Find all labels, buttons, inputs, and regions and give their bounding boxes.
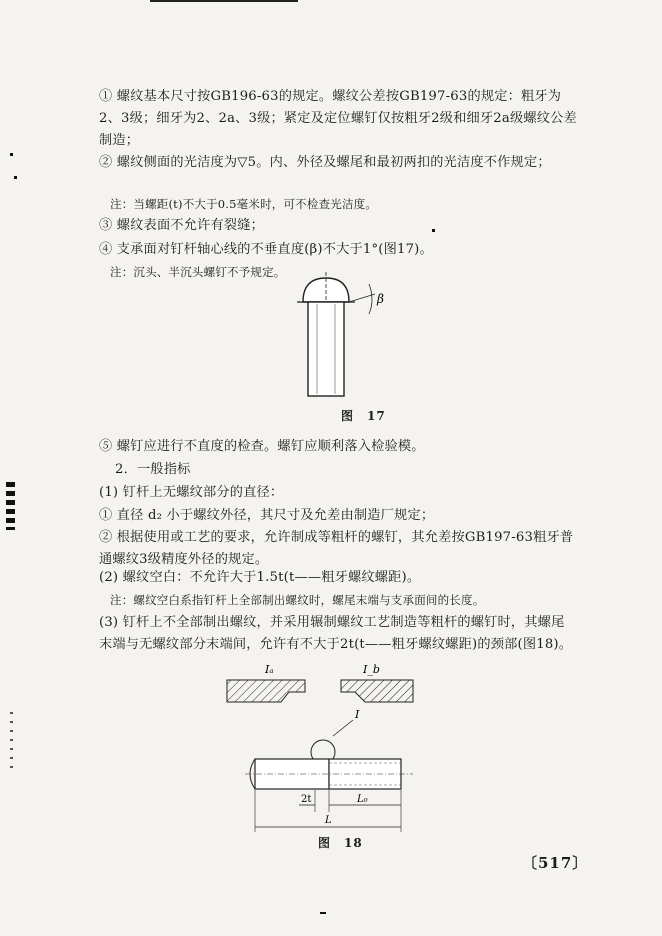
paragraph-equal-shank: ② 根据使用或工艺的要求，允许制成等粗杆的螺钉，其允差按GB197-63粗牙普通螺纹3级精度外径的规定。 [99, 530, 574, 567]
note-pitch: 注：当螺距(t)不大于0.5毫米时，可不检查光洁度。 [110, 197, 378, 211]
binding-marks [6, 482, 15, 530]
paragraph-thread-runout: (2) 螺纹空白：不允许大于1.5t(t——粗牙螺纹螺距)。 [99, 570, 421, 585]
label-I: I [355, 708, 360, 721]
paragraph-d2-diameter: ① 直径 d₂ 小于螺纹外径，其尺寸及允差由制造厂规定； [99, 508, 435, 523]
paragraph-surface-finish: ② 螺纹侧面的光洁度为▽5。内、外径及螺尾和最初两扣的光洁度不作规定； [99, 155, 551, 170]
label-L: L [325, 815, 332, 826]
edge-speck-1 [10, 153, 13, 156]
note-countersunk: 注：沉头、半沉头螺钉不予规定。 [110, 265, 286, 279]
edge-dots [10, 712, 13, 772]
figure-18-drawing [215, 662, 435, 837]
figure-17-drawing [285, 270, 395, 405]
figure-18-caption: 图 18 [318, 836, 363, 850]
paragraph-unthreaded-diameter: (1) 钉杆上无螺纹部分的直径： [99, 485, 284, 500]
figure-17-caption: 图 17 [341, 409, 386, 423]
edge-speck-2 [14, 176, 17, 179]
paragraph-straightness: ⑤ 螺钉应进行不直度的检查。螺钉应顺利落入检验模。 [99, 439, 425, 454]
speck-3 [432, 229, 435, 232]
heading-general-indicators: 2．一般指标 [115, 462, 191, 477]
label-2t: 2t [301, 794, 312, 805]
paragraph-perpendicularity: ④ 支承面对钉杆轴心线的不垂直度(β)不大于1°(图17)。 [99, 242, 433, 257]
label-Ia: Iₐ [265, 663, 274, 676]
paragraph-neck: (3) 钉杆上不全部制出螺纹，并采用辗制螺纹工艺制造等粗杆的螺钉时，其螺尾末端与无螺纹部分末端间，允许有不大于2t(t——粗牙螺纹螺距)的颈部(图18)。 [99, 615, 573, 652]
paragraph-thread-tolerance: ① 螺纹基本尺寸按GB196-63的规定。螺纹公差按GB197-63的规定：粗牙为2、3级；细牙为2、2a、3级；紧定及定位螺钉仅按粗牙2级和细牙2a级螺纹公差制造； [99, 89, 577, 148]
top-rule [150, 0, 298, 2]
page-number: 〔517〕 [522, 854, 589, 872]
speck-bottom [320, 912, 326, 914]
paragraph-no-cracks: ③ 螺纹表面不允许有裂缝； [99, 218, 265, 233]
beta-label: β [377, 292, 384, 306]
label-Ib: I_b [363, 663, 380, 676]
note-thread-runout: 注：螺纹空白系指钉杆上全部制出螺纹时，螺尾末端与支承面间的长度。 [110, 593, 485, 607]
label-L0: L₀ [357, 794, 368, 805]
